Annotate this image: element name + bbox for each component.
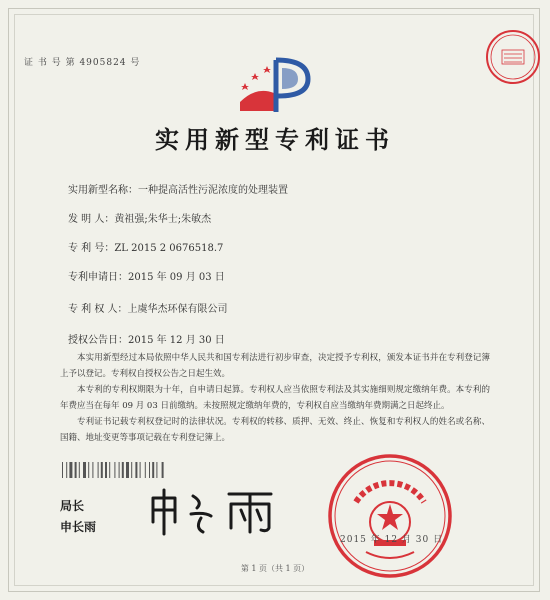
patent-number-value: ZL 2015 2 0676518.7 — [114, 243, 224, 254]
grant-date-field — [68, 331, 225, 346]
official-seal-icon — [326, 452, 454, 580]
barcode-icon — [62, 462, 214, 478]
inventor-field — [68, 210, 211, 225]
patentee-label: 专 利 权 人： — [68, 304, 128, 315]
director-title: 局长 — [60, 499, 85, 513]
office-seal-icon — [484, 28, 542, 86]
utility-name-label: 实用新型名称： — [68, 185, 138, 196]
signature-icon — [145, 488, 295, 536]
inventor-label: 发 明 人： — [68, 214, 115, 225]
seal-date: 2015 年 12 月 30 日 — [340, 535, 444, 545]
certificate-body — [60, 350, 490, 446]
apply-date-label: 专利申请日： — [68, 272, 128, 283]
patent-number-field — [68, 239, 223, 254]
inventor-value: 黄祖强;朱华士;朱敏杰 — [114, 214, 212, 225]
page-number: 第 1 页（共 1 页） — [240, 564, 310, 573]
certificate-number: 证 书 号 第 4905824 号 — [24, 58, 141, 68]
patent-number-label: 专 利 号： — [68, 243, 115, 254]
director-name: 申长雨 — [60, 520, 97, 534]
utility-name-field — [68, 181, 288, 196]
body-paragraph-2: 本专利的专利权期限为十年，自申请日起算。专利权人应当依照专利法及其实施细则规定缴纳年费。本专利的年费应当在每年 09 月 03 日前缴纳。未按照规定缴纳年费的，专利权自应当缴纳年费期满之日起终止。 — [60, 385, 490, 411]
apply-date-value: 2015 年 09 月 03 日 — [128, 272, 225, 283]
body-paragraph-1: 本实用新型经过本局依照中华人民共和国专利法进行初步审查，决定授予专利权，颁发本证书并在专利登记簿上予以登记。专利权自授权公告之日起生效。 — [60, 353, 490, 379]
patentee-value: 上虞华杰环保有限公司 — [127, 304, 228, 315]
grant-date-value: 2015 年 12 月 30 日 — [128, 335, 225, 346]
certificate-title: 实用新型专利证书 — [155, 126, 395, 154]
patentee-field — [68, 300, 228, 315]
grant-date-label: 授权公告日： — [68, 335, 128, 346]
patent-office-logo-icon — [236, 46, 316, 116]
utility-name-value: 一种提高活性污泥浓度的处理装置 — [138, 185, 288, 196]
body-paragraph-3: 专利证书记载专利权登记时的法律状况。专利权的转移、质押、无效、终止、恢复和专利权人的姓名或名称、国籍、地址变更等事项记载在专利登记簿上。 — [60, 417, 490, 443]
apply-date-field — [68, 268, 225, 283]
